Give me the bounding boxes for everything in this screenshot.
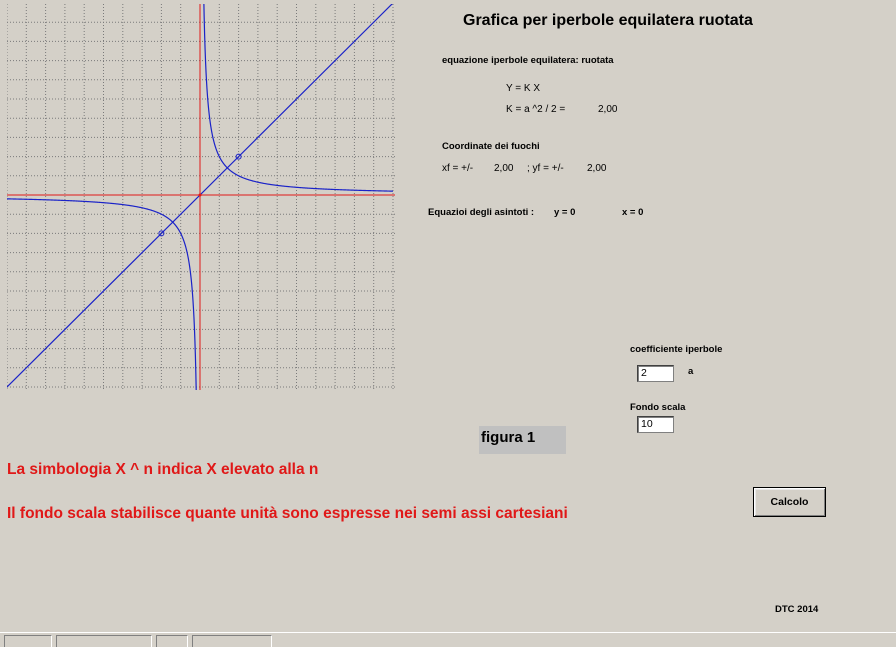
hyperbola-plot xyxy=(7,4,395,390)
status-bar xyxy=(0,632,896,647)
page-title: Grafica per iperbole equilatera ruotata xyxy=(463,12,753,29)
footer-credit: DTC 2014 xyxy=(775,604,819,615)
coefficient-unit: a xyxy=(688,366,694,377)
status-pane xyxy=(56,635,152,647)
equation-formula: Y = K X xyxy=(506,83,541,94)
k-formula: K = a ^2 / 2 = xyxy=(506,104,566,115)
yf-value: 2,00 xyxy=(587,163,607,174)
xf-value: 2,00 xyxy=(494,163,514,174)
k-value: 2,00 xyxy=(598,104,618,115)
scale-input[interactable]: 10 xyxy=(637,416,674,433)
yf-label: ; yf = +/- xyxy=(527,163,564,174)
symbology-note: La simbologia X ^ n indica X elevato alla n xyxy=(7,461,319,478)
equation-header: equazione iperbole equilatera: ruotata xyxy=(442,55,614,66)
scale-label: Fondo scala xyxy=(630,402,686,413)
calcolo-button[interactable]: Calcolo xyxy=(753,487,826,517)
status-pane xyxy=(4,635,52,647)
figure-label: figura 1 xyxy=(479,426,566,454)
asymptote-y: y = 0 xyxy=(554,207,576,218)
coefficient-input[interactable]: 2 xyxy=(637,365,674,382)
origin-point xyxy=(199,194,202,197)
status-pane xyxy=(156,635,188,647)
asymptote-x: x = 0 xyxy=(622,207,644,218)
status-pane xyxy=(192,635,272,647)
xf-label: xf = +/- xyxy=(442,163,474,174)
foci-header: Coordinate dei fuochi xyxy=(442,141,540,152)
scale-note: Il fondo scala stabilisce quante unità sono espresse nei semi assi cartesiani xyxy=(7,505,568,522)
asymptotes-label: Equazioi degli asintoti : xyxy=(428,207,535,218)
coefficient-label: coefficiente iperbole xyxy=(630,344,723,355)
